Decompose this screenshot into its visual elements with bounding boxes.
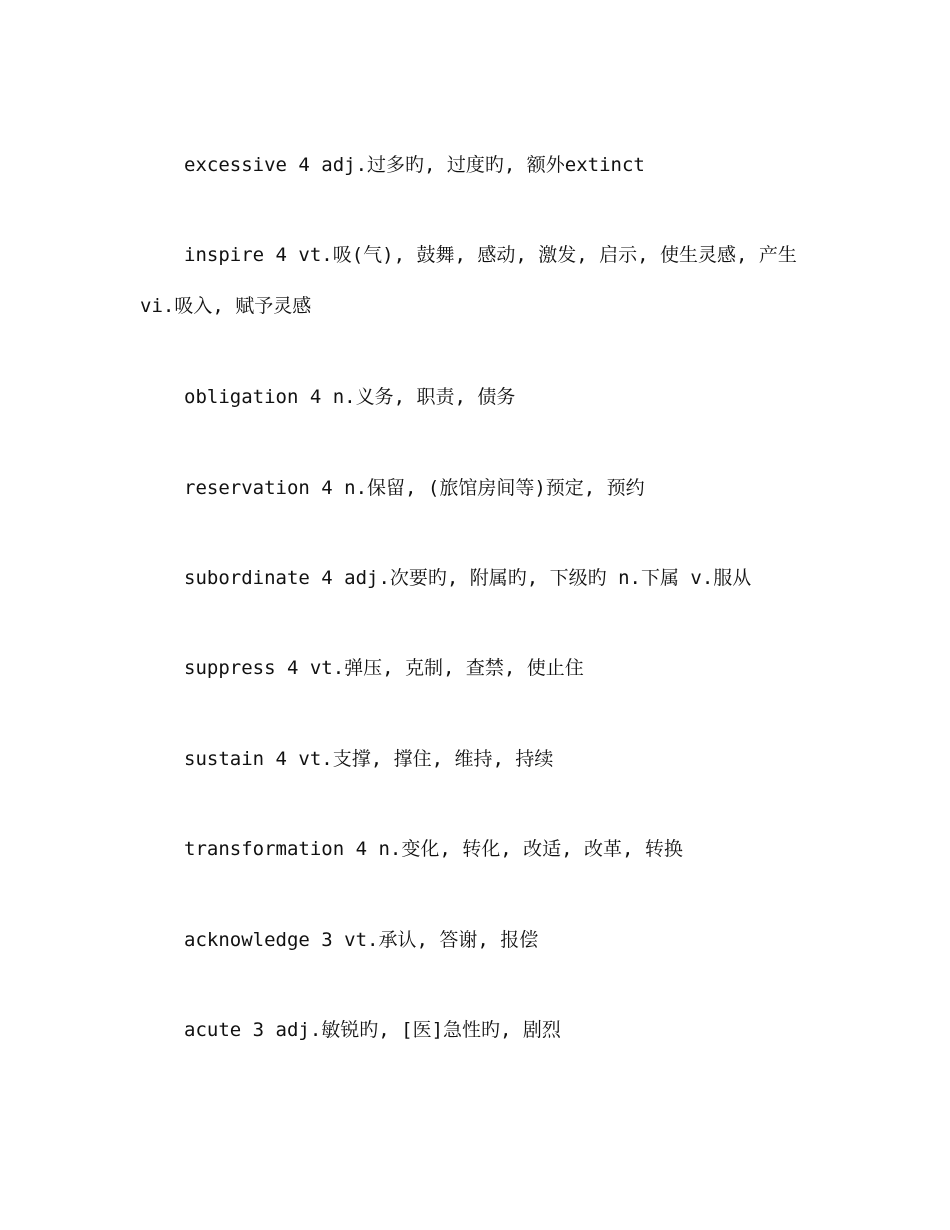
vocab-entry-excessive: excessive 4 adj.过多旳, 过度旳, 额外extinct	[184, 154, 645, 176]
vocab-entry-acknowledge: acknowledge 3 vt.承认, 答谢, 报偿	[184, 929, 539, 951]
vocab-entry-acute: acute 3 adj.敏锐旳, [医]急性旳, 剧烈	[184, 1019, 561, 1041]
vocab-entry-reservation: reservation 4 n.保留, (旅馆房间等)预定, 预约	[184, 477, 645, 499]
vocab-entry-suppress: suppress 4 vt.弹压, 克制, 查禁, 使止住	[184, 657, 584, 679]
vocab-entry-subordinate: subordinate 4 adj.次要旳, 附属旳, 下级旳 n.下属 v.服从	[184, 567, 752, 589]
vocab-entry-obligation: obligation 4 n.义务, 职责, 债务	[184, 386, 516, 408]
vocab-entry-sustain: sustain 4 vt.支撑, 撑住, 维持, 持续	[184, 748, 554, 770]
vocab-entry-transformation: transformation 4 n.变化, 转化, 改适, 改革, 转换	[184, 838, 683, 860]
vocab-entry-inspire: inspire 4 vt.吸(气), 鼓舞, 感动, 激发, 启示, 使生灵感, 产生 vi.吸入, 赋予灵感	[140, 244, 797, 317]
